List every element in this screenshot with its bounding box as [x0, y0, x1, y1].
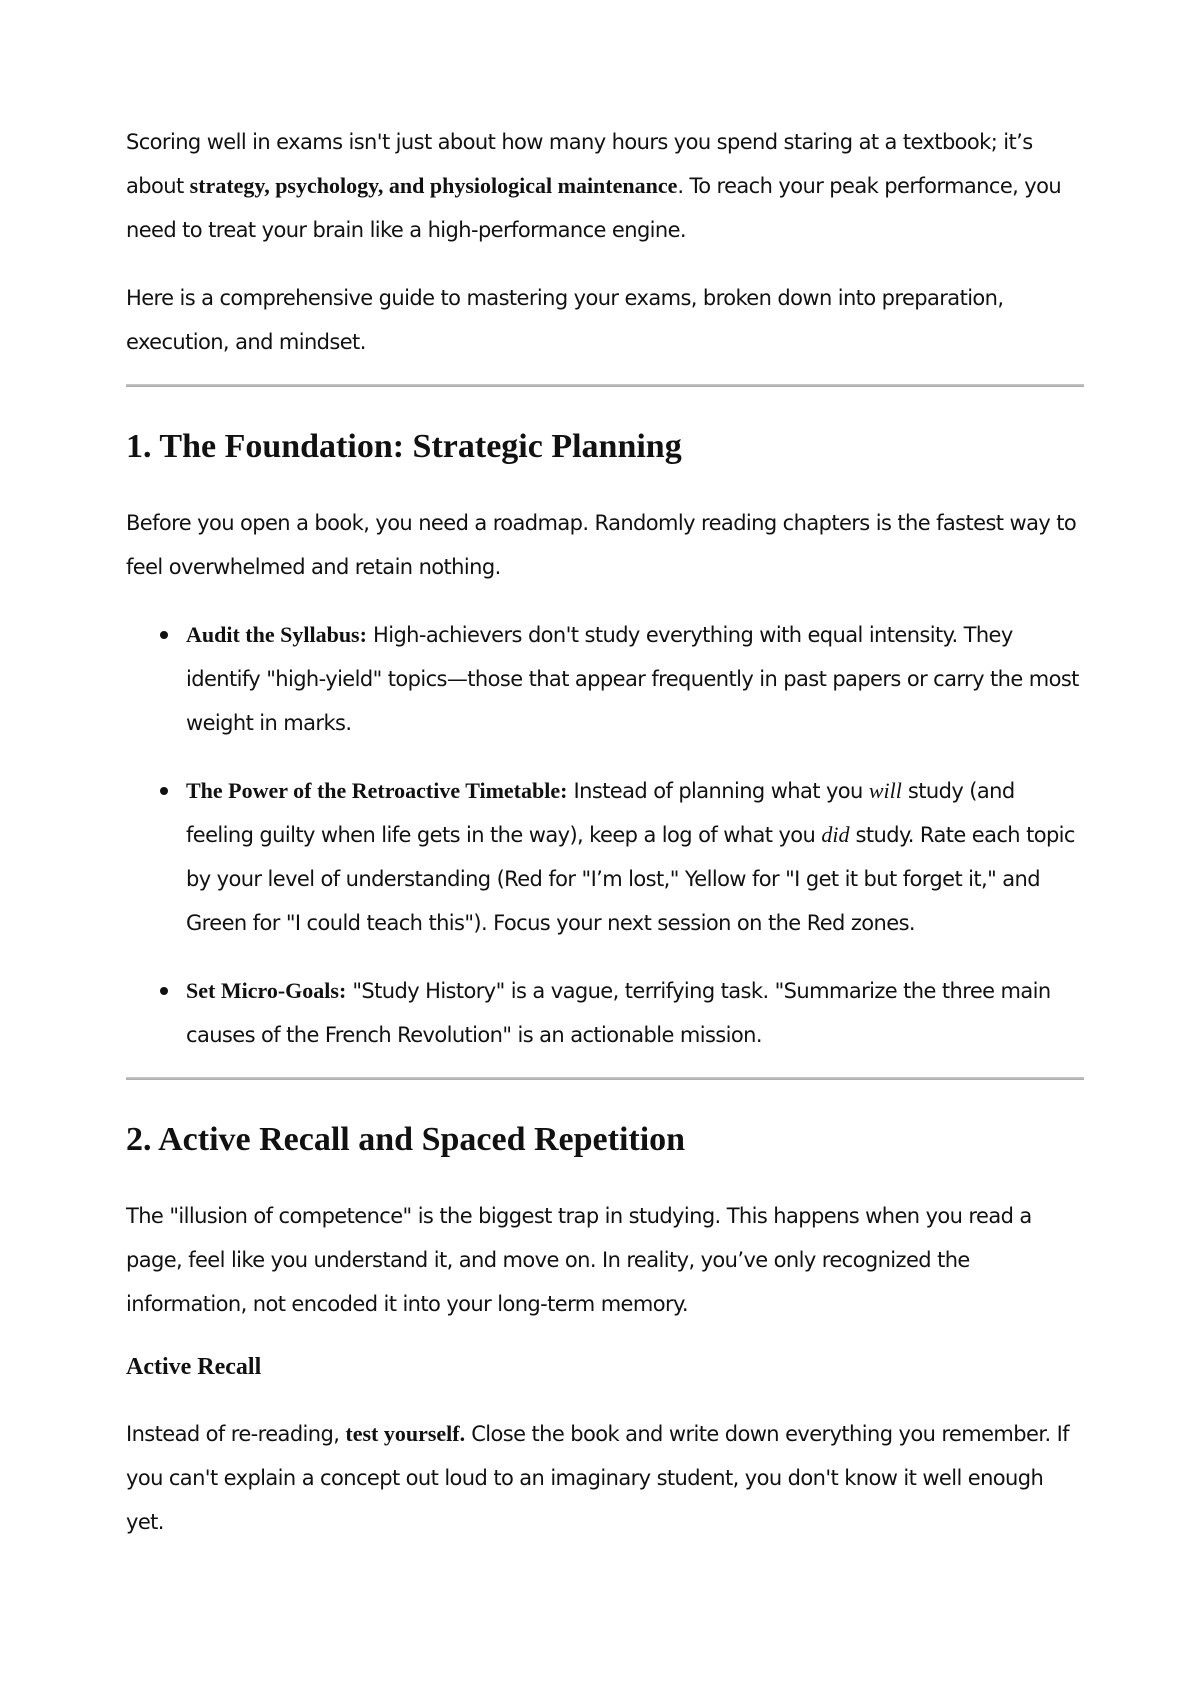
- list-item: [186, 969, 1084, 1057]
- intro-text-end: . To reach your peak performance, you need to treat your brain like a high-performance engine.: [126, 174, 1062, 242]
- subsection-emphasis: test yourself.: [345, 1421, 466, 1446]
- subsection-paragraph: [126, 1412, 1084, 1544]
- list-item-emphasis: will: [868, 778, 902, 803]
- bullet-icon: [160, 787, 168, 795]
- subsection-heading: Active Recall: [126, 1354, 262, 1380]
- document-page: [126, 120, 1084, 1568]
- list-item-label: Set Micro-Goals:: [186, 978, 347, 1003]
- list-item-text: Instead of planning what you: [567, 779, 869, 803]
- list-item-text: study (and feeling guilty when life gets in the way), keep a log of what you: [186, 779, 1015, 847]
- bullet-icon: [160, 987, 168, 995]
- subsection-text-start: Instead of re-reading,: [126, 1422, 346, 1446]
- intro-text-start: Scoring well in exams isn't just about how many hours you spend staring at a textbook; it’s about: [126, 130, 1033, 198]
- list-item-emphasis: did: [821, 822, 850, 847]
- list-item-label: The Power of the Retroactive Timetable:: [186, 778, 568, 803]
- section-1-intro: Before you open a book, you need a roadmap. Randomly reading chapters is the fastest way to feel overwhelmed and retain nothing.: [126, 511, 1077, 579]
- bullet-icon: [160, 631, 168, 639]
- section-2-intro: The "illusion of competence" is the biggest trap in studying. This happens when you read a page, feel like you understand it, and move on. In reality, you’ve only recognized the information, not encoded it into your long-term memory.: [126, 1204, 1032, 1316]
- intro-paragraph-1: [126, 120, 1084, 252]
- section-2-heading: 2. Active Recall and Spaced Repetition: [126, 1121, 686, 1158]
- intro-emphasis: strategy, psychology, and physiological maintenance: [189, 173, 678, 198]
- section-divider-1: [126, 384, 1084, 387]
- list-item: [186, 769, 1084, 945]
- list-item: [186, 613, 1084, 745]
- section-divider-2: [126, 1077, 1084, 1080]
- list-item-label: Audit the Syllabus:: [186, 622, 367, 647]
- list-item-text: "Study History" is a vague, terrifying task. "Summarize the three main causes of the French Revolution" is an actionable mission.: [186, 979, 1051, 1047]
- list-item-text: study. Rate each topic by your level of understanding (Red for "I’m lost," Yellow for "I get it but forget it," and Green for "I could teach this"). Focus your next session on the Red zones.: [186, 823, 1075, 935]
- section-1-list: [126, 613, 1084, 1057]
- intro-paragraph-2: Here is a comprehensive guide to mastering your exams, broken down into preparation, execution, and mindset.: [126, 286, 1004, 354]
- subsection-text-end: Close the book and write down everything you remember. If you can't explain a concept out loud to an imaginary student, you don't know it well enough yet.: [126, 1422, 1069, 1534]
- section-1-heading: 1. The Foundation: Strategic Planning: [126, 428, 682, 465]
- list-item-text: High-achievers don't study everything with equal intensity. They identify "high-yield" topics—those that appear frequently in past papers or carry the most weight in marks.: [186, 623, 1079, 735]
